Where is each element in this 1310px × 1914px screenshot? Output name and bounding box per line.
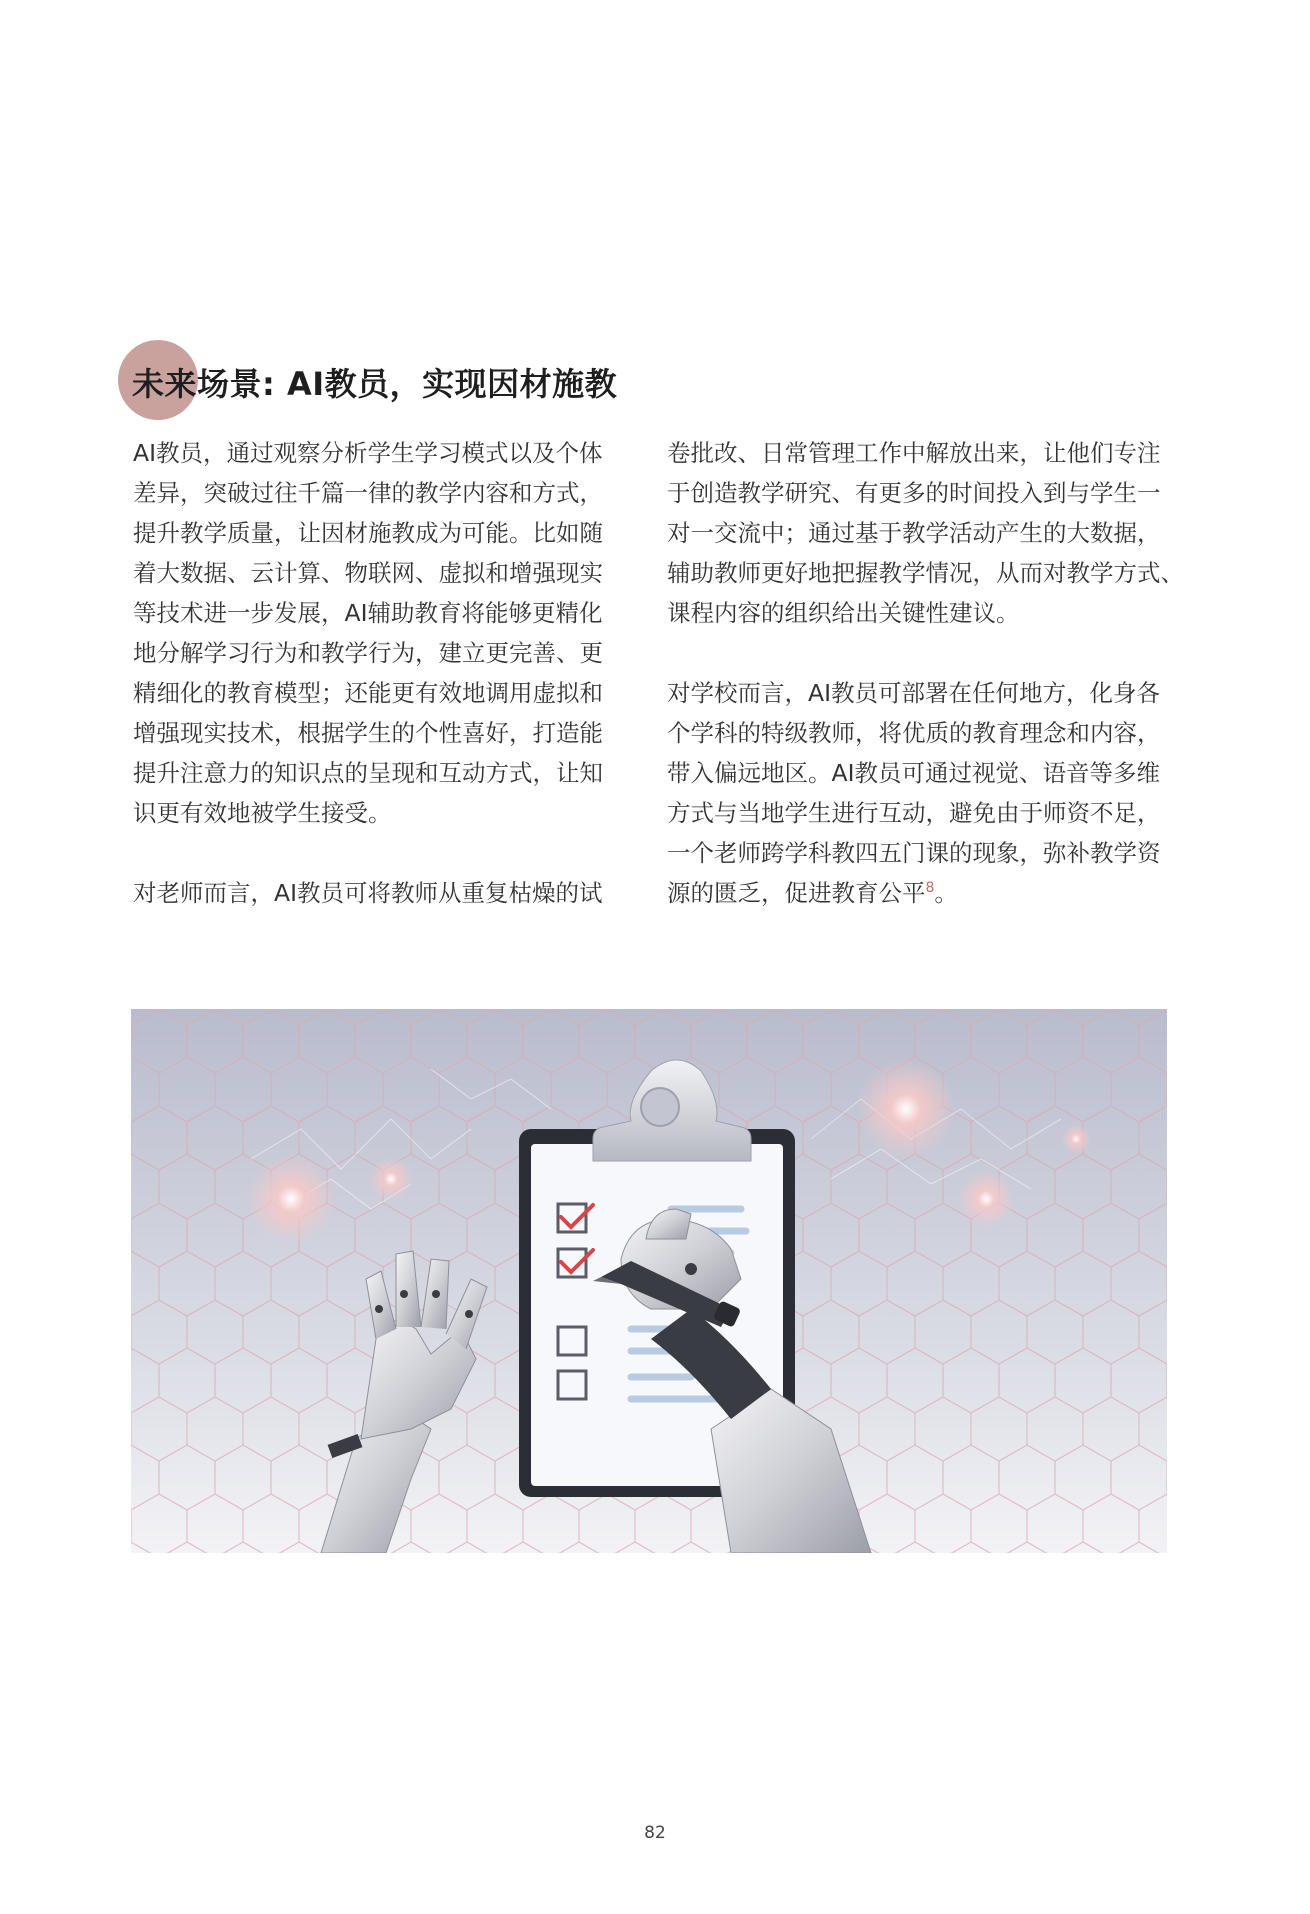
- text-line: 一个老师跨学科教四五门课的现象，弥补教学资: [667, 839, 1161, 867]
- illustration: [131, 1009, 1167, 1553]
- clip-hole: [641, 1088, 679, 1126]
- text-line: AI教员，通过观察分析学生学习模式以及个体: [133, 439, 603, 467]
- text-line: 卷批改、日常管理工作中解放出来，让他们专注: [667, 439, 1161, 467]
- text-line: 差异，突破过往千篇一律的教学内容和方式，: [133, 479, 603, 507]
- right-paragraph-2: [667, 673, 1161, 913]
- text-line: 辅助教师更好地把握教学情况，从而对教学方式、: [667, 559, 1184, 587]
- text-line: 课程内容的组织给出关键性建议。: [667, 599, 1020, 627]
- robot-hands-checklist-illustration: [131, 1009, 1167, 1553]
- text-line: 个学科的特级教师，将优质的教育理念和内容，: [667, 719, 1161, 747]
- text-line: 识更有效地被学生接受。: [133, 799, 392, 827]
- last-line-text: 源的匮乏，促进教育公平: [667, 879, 926, 907]
- text-line: 对学校而言，AI教员可部署在任何地方，化身各: [667, 679, 1161, 707]
- text-line: 精细化的教育模型；还能更有效地调用虚拟和: [133, 679, 603, 707]
- text-line: 带入偏远地区。AI教员可通过视觉、语音等多维: [667, 759, 1161, 787]
- text-line: 地分解学习行为和教学行为，建立更完善、更: [133, 639, 603, 667]
- text-line: 着大数据、云计算、物联网、虚拟和增强现实: [133, 559, 603, 587]
- glow-orb: [369, 1157, 413, 1201]
- glow-orb: [856, 1059, 956, 1159]
- footnote-ref[interactable]: 8: [925, 880, 935, 897]
- left-paragraph-2: [133, 873, 613, 913]
- page-number: 82: [644, 1823, 666, 1843]
- text-line: 对一交流中；通过基于教学活动产生的大数据，: [667, 519, 1161, 547]
- right-paragraph-1: [667, 433, 1184, 633]
- glow-orb: [1061, 1124, 1091, 1154]
- heading-text: 未来场景: AI教员，实现因材施教: [132, 365, 618, 403]
- text-line: 等技术进一步发展，AI辅助教育将能够更精化: [133, 599, 603, 627]
- glow-orb: [958, 1171, 1014, 1227]
- text-line: 于创造教学研究、有更多的时间投入到与学生一: [667, 479, 1161, 507]
- last-line-end: 。: [934, 879, 958, 907]
- text-line: 方式与当地学生进行互动，避免由于师资不足，: [667, 799, 1161, 827]
- text-line: 增强现实技术，根据学生的个性喜好，打造能: [133, 719, 603, 747]
- text-line-last: [667, 873, 1147, 913]
- right-column: [667, 433, 1184, 953]
- left-column: [133, 433, 613, 953]
- text-line: 提升注意力的知识点的呈现和互动方式，让知: [133, 759, 603, 787]
- left-paragraph-1: [133, 433, 613, 833]
- glow-orb: [246, 1154, 336, 1244]
- text-line: 提升教学质量，让因材施教成为可能。比如随: [133, 519, 603, 547]
- text-line: 对老师而言，AI教员可将教师从重复枯燥的试: [133, 879, 603, 907]
